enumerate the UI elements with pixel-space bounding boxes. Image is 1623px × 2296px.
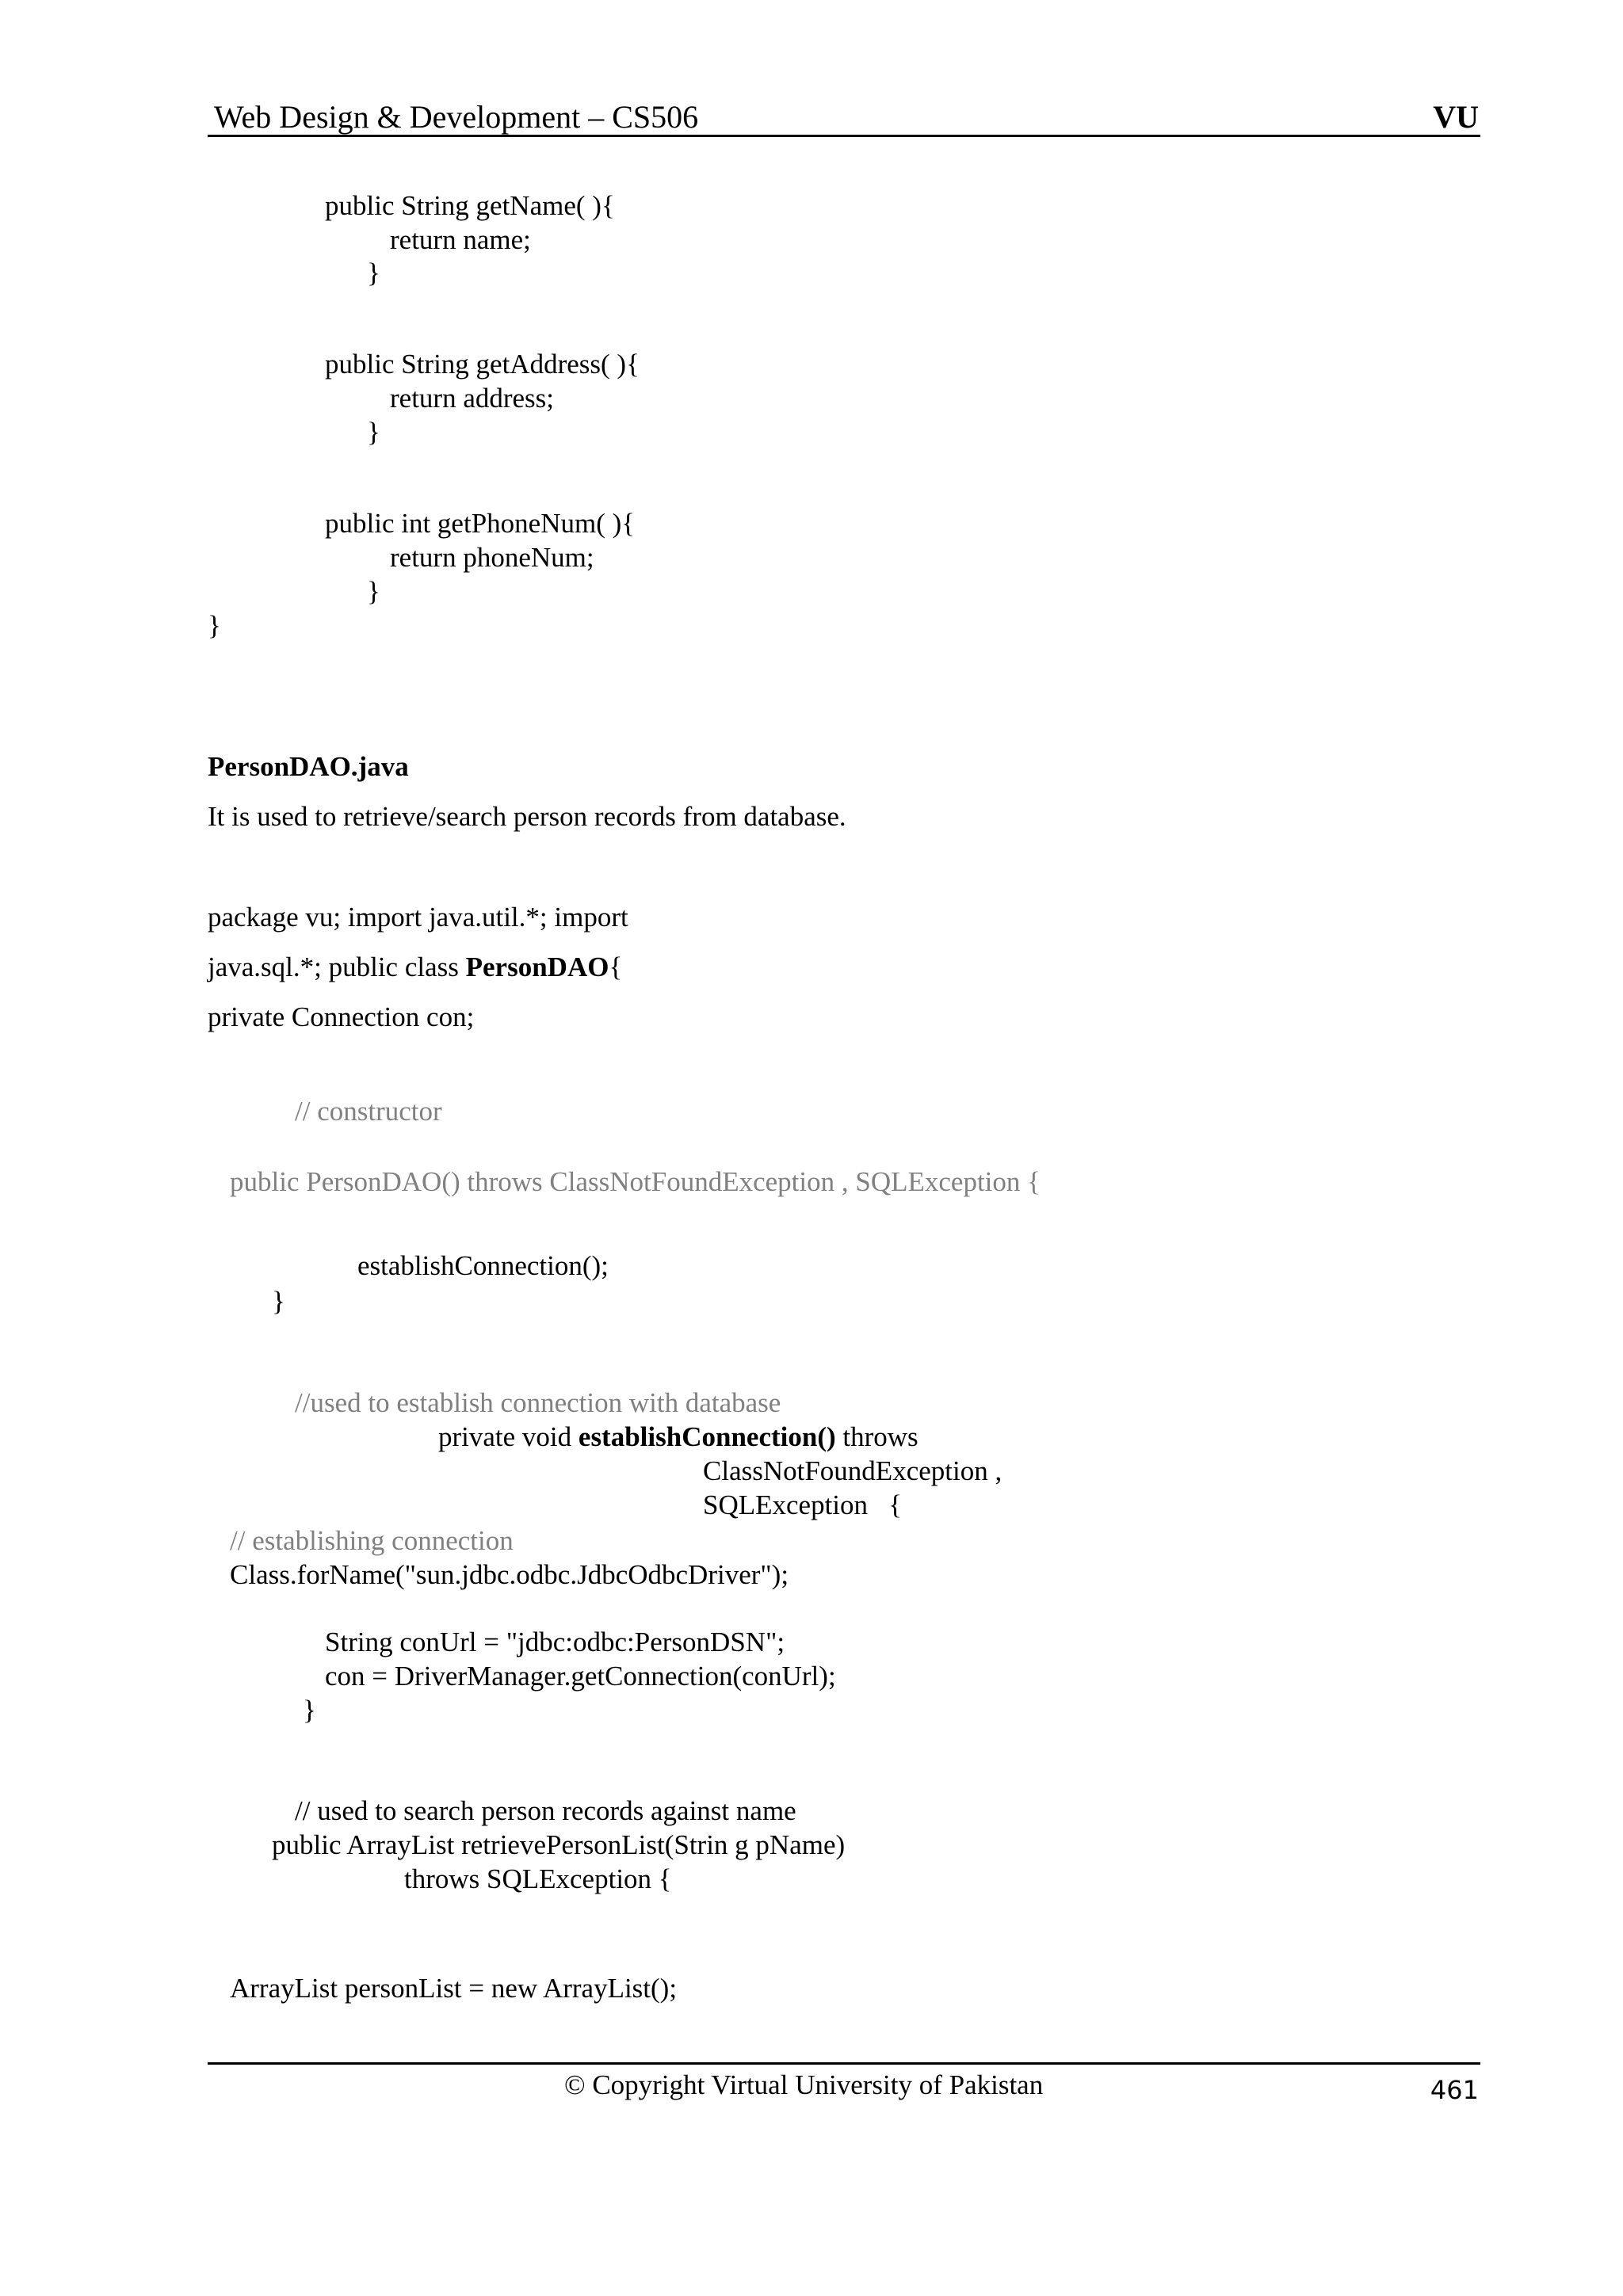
code-get-name-signature: public String getName( ){ bbox=[325, 190, 615, 221]
code-brace: } bbox=[367, 576, 380, 607]
running-header-title: Web Design & Development – CS506 bbox=[214, 99, 699, 135]
code-throws-cnfe: ClassNotFoundException , bbox=[703, 1455, 1002, 1486]
code-brace: } bbox=[303, 1695, 316, 1726]
footer-rule bbox=[208, 2062, 1480, 2065]
code-get-address-signature: public String getAddress( ){ bbox=[325, 349, 640, 379]
code-get-address-return: return address; bbox=[390, 383, 555, 414]
code-array-list: ArrayList personList = new ArrayList(); bbox=[230, 1973, 678, 2004]
code-class-forname: Class.forName("sun.jdbc.odbc.JdbcOdbcDriver"); bbox=[230, 1559, 789, 1590]
header-rule bbox=[208, 135, 1480, 137]
code-class-brace: { bbox=[609, 952, 623, 982]
code-con-url: String conUrl = "jdbc:odbc:PersonDSN"; bbox=[325, 1627, 785, 1657]
code-get-name-return: return name; bbox=[390, 224, 531, 255]
code-establish-throws: throws bbox=[835, 1421, 918, 1452]
code-brace: } bbox=[367, 417, 380, 448]
code-get-phone-signature: public int getPhoneNum( ){ bbox=[325, 508, 636, 539]
code-comment-search: // used to search person records against name bbox=[295, 1795, 796, 1826]
code-retrieve-signature: public ArrayList retrievePersonList(Strin g pName) bbox=[272, 1829, 846, 1860]
code-connection-field: private Connection con; bbox=[208, 1001, 475, 1032]
footer-copyright: © Copyright Virtual University of Pakistan bbox=[564, 2069, 1044, 2100]
code-comment-constructor: // constructor bbox=[295, 1096, 442, 1127]
code-constructor-signature: public PersonDAO() throws ClassNotFoundException , SQLException { bbox=[230, 1166, 1041, 1197]
code-package-line: package vu; import java.util.*; import bbox=[208, 902, 628, 933]
code-throws-sql: SQLException { bbox=[703, 1489, 903, 1520]
code-comment-establishing: // establishing connection bbox=[230, 1525, 514, 1556]
running-header-brand: VU bbox=[1433, 99, 1479, 135]
code-brace: } bbox=[367, 257, 380, 288]
code-comment-establish: //used to establish connection with database bbox=[295, 1387, 781, 1418]
code-establish-signature bbox=[438, 1423, 918, 1451]
code-class-name: PersonDAO bbox=[465, 952, 609, 982]
section-description: It is used to retrieve/search person records from database. bbox=[208, 801, 846, 832]
code-class-declaration bbox=[208, 953, 622, 981]
code-call-establish-connection: establishConnection(); bbox=[357, 1250, 609, 1281]
code-get-phone-return: return phoneNum; bbox=[390, 542, 594, 573]
code-get-connection: con = DriverManager.getConnection(conUrl); bbox=[325, 1661, 836, 1691]
section-title: PersonDAO.java bbox=[208, 751, 409, 782]
code-establish-method-name: establishConnection() bbox=[578, 1421, 836, 1452]
code-brace: } bbox=[272, 1286, 285, 1317]
code-class-end-brace: } bbox=[208, 610, 221, 641]
code-class-prefix: java.sql.*; public class bbox=[208, 952, 466, 982]
code-retrieve-throws: throws SQLException { bbox=[404, 1863, 672, 1894]
page-number: 461 bbox=[1430, 2075, 1479, 2105]
code-establish-prefix: private void bbox=[438, 1421, 579, 1452]
